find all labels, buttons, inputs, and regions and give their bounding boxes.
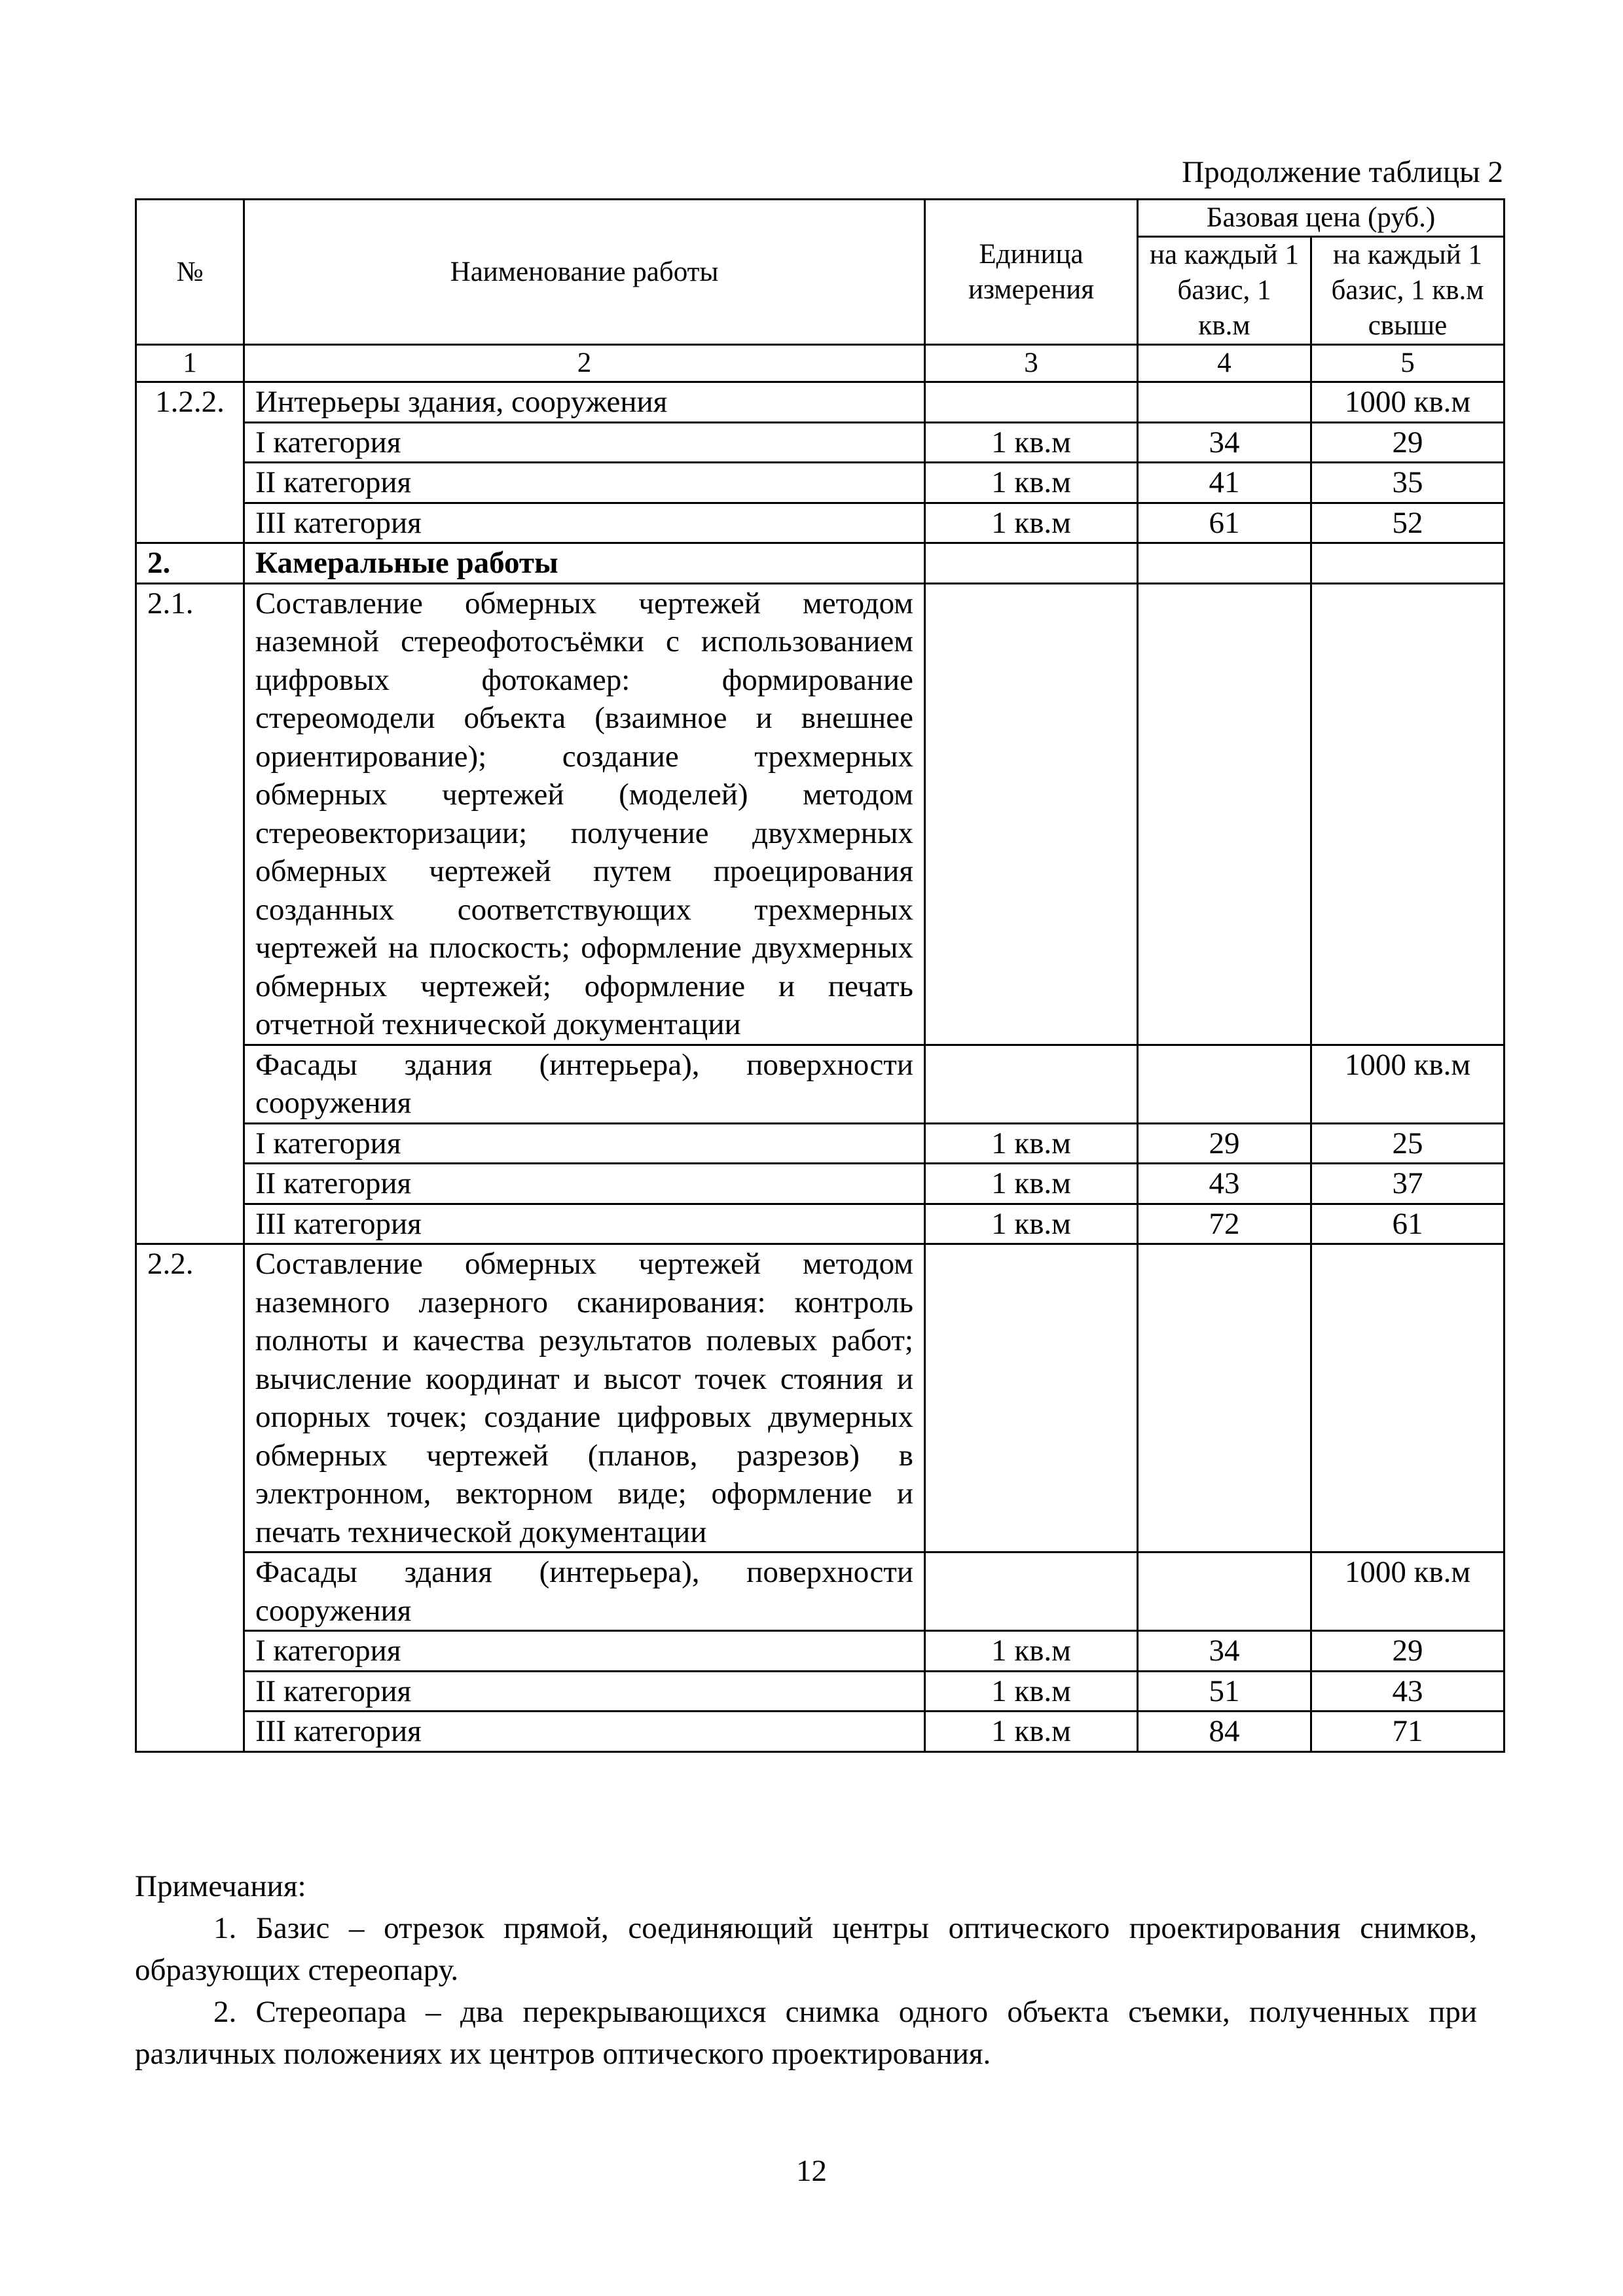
row-number: 2. <box>136 543 244 584</box>
row-unit: 1 кв.м <box>925 1164 1138 1204</box>
row-price-b: 1000 кв.м <box>1311 1552 1504 1631</box>
note-1: 1. Базис – отрезок прямой, соединяющий центры оптического проектирования снимков, образующих стереопару. <box>135 1911 1477 1987</box>
table-row <box>136 1045 1504 1123</box>
table-row <box>136 543 1504 584</box>
row-unit <box>925 1244 1138 1552</box>
row-unit: 1 кв.м <box>925 503 1138 543</box>
table-row <box>136 1123 1504 1164</box>
row-description: Составление обмерных чертежей методом наземной стереофотосъёмки с использованием цифровых фотокамер: формирование стереомодели объекта (взаимное и внешнее ориентирование); создание трехмерных обмерных чертежей (моделей) методом стереовекторизации; получение двухмерных обмерных чертежей путем проецирования созданных соответствующих трехмерных чертежей на плоскость; оформление двухмерных обмерных чертежей; оформление и печать отчетной технической документации <box>244 583 925 1045</box>
row-price-b: 35 <box>1311 463 1504 503</box>
row-unit <box>925 1045 1138 1123</box>
row-price-b: 37 <box>1311 1164 1504 1204</box>
row-price-a: 61 <box>1138 503 1311 543</box>
row-name: Фасады здания (интерьера), поверхности сооружения <box>244 1552 925 1631</box>
row-name: I категория <box>244 422 925 463</box>
table-row <box>136 1712 1504 1752</box>
notes-title: Примечания: <box>135 1869 306 1903</box>
row-price-b: 43 <box>1311 1671 1504 1712</box>
row-price-b: 29 <box>1311 1631 1504 1672</box>
header-num: № <box>136 200 244 345</box>
row-price-b: 1000 кв.м <box>1311 1045 1504 1123</box>
row-number: 2.2. <box>136 1244 244 1752</box>
page-number: 12 <box>796 2154 827 2188</box>
row-price-a <box>1138 382 1311 423</box>
row-price-b: 71 <box>1311 1712 1504 1752</box>
row-name: Камеральные работы <box>244 543 925 584</box>
row-price-a <box>1138 583 1311 1045</box>
table-row <box>136 382 1504 423</box>
row-name: Интерьеры здания, сооружения <box>244 382 925 423</box>
row-number: 1.2.2. <box>136 382 244 543</box>
col-number: 5 <box>1311 345 1504 382</box>
row-unit: 1 кв.м <box>925 1671 1138 1712</box>
row-price-b: 61 <box>1311 1204 1504 1244</box>
row-price-a: 29 <box>1138 1123 1311 1164</box>
row-name: I категория <box>244 1123 925 1164</box>
row-price-a: 72 <box>1138 1204 1311 1244</box>
row-price-a: 84 <box>1138 1712 1311 1752</box>
header-price-a: на каждый 1 базис, 1 кв.м <box>1138 237 1311 345</box>
col-number: 4 <box>1138 345 1311 382</box>
row-price-a: 34 <box>1138 1631 1311 1672</box>
table-row <box>136 1671 1504 1712</box>
row-unit <box>925 382 1138 423</box>
row-price-a: 51 <box>1138 1671 1311 1712</box>
row-unit <box>925 1552 1138 1631</box>
header-unit: Единица измерения <box>925 200 1138 345</box>
col-number: 1 <box>136 345 244 382</box>
table-row <box>136 422 1504 463</box>
header-price-b: на каждый 1 базис, 1 кв.м свыше <box>1311 237 1504 345</box>
table-row <box>136 503 1504 543</box>
row-price-b: 1000 кв.м <box>1311 382 1504 423</box>
header-name: Наименование работы <box>244 200 925 345</box>
table-row <box>136 1244 1504 1552</box>
table-caption: Продолжение таблицы 2 <box>1182 155 1503 189</box>
row-name: III категория <box>244 503 925 543</box>
row-price-a <box>1138 1552 1311 1631</box>
row-price-a: 34 <box>1138 422 1311 463</box>
row-name: II категория <box>244 463 925 503</box>
row-description: Составление обмерных чертежей методом наземного лазерного сканирования: контроль полноты и качества результатов полевых работ; вычисление координат и высот точек стояния и опорных точек; создание цифровых двумерных обмерных чертежей (планов, разрезов) в электронном, векторном виде; оформление и печать технической документации <box>244 1244 925 1552</box>
table-row <box>136 1631 1504 1672</box>
row-price-b <box>1311 583 1504 1045</box>
table-row <box>136 463 1504 503</box>
col-number: 3 <box>925 345 1138 382</box>
row-price-a <box>1138 1045 1311 1123</box>
row-price-b <box>1311 543 1504 584</box>
column-number-row <box>136 345 1504 382</box>
row-name: Фасады здания (интерьера), поверхности сооружения <box>244 1045 925 1123</box>
row-number: 2.1. <box>136 583 244 1244</box>
price-table <box>135 198 1505 1753</box>
row-name: II категория <box>244 1671 925 1712</box>
row-unit: 1 кв.м <box>925 422 1138 463</box>
header-row <box>136 200 1504 237</box>
row-price-b: 29 <box>1311 422 1504 463</box>
table-row <box>136 1552 1504 1631</box>
row-price-a: 41 <box>1138 463 1311 503</box>
row-price-b <box>1311 1244 1504 1552</box>
row-name: II категория <box>244 1164 925 1204</box>
notes <box>135 1865 1477 2075</box>
row-price-a <box>1138 1244 1311 1552</box>
row-price-a: 43 <box>1138 1164 1311 1204</box>
row-name: I категория <box>244 1631 925 1672</box>
header-price: Базовая цена (руб.) <box>1138 200 1504 237</box>
row-unit <box>925 583 1138 1045</box>
row-price-a <box>1138 543 1311 584</box>
row-unit: 1 кв.м <box>925 1123 1138 1164</box>
row-unit <box>925 543 1138 584</box>
row-name: III категория <box>244 1204 925 1244</box>
row-price-b: 52 <box>1311 503 1504 543</box>
table-row <box>136 1204 1504 1244</box>
col-number: 2 <box>244 345 925 382</box>
row-unit: 1 кв.м <box>925 1204 1138 1244</box>
table-row <box>136 1164 1504 1204</box>
table-row <box>136 583 1504 1045</box>
row-unit: 1 кв.м <box>925 463 1138 503</box>
row-unit: 1 кв.м <box>925 1631 1138 1672</box>
row-price-b: 25 <box>1311 1123 1504 1164</box>
row-name: III категория <box>244 1712 925 1752</box>
row-unit: 1 кв.м <box>925 1712 1138 1752</box>
note-2: 2. Стереопара – два перекрывающихся снимка одного объекта съемки, полученных при различных положениях их центров оптического проектирования. <box>135 1995 1477 2071</box>
